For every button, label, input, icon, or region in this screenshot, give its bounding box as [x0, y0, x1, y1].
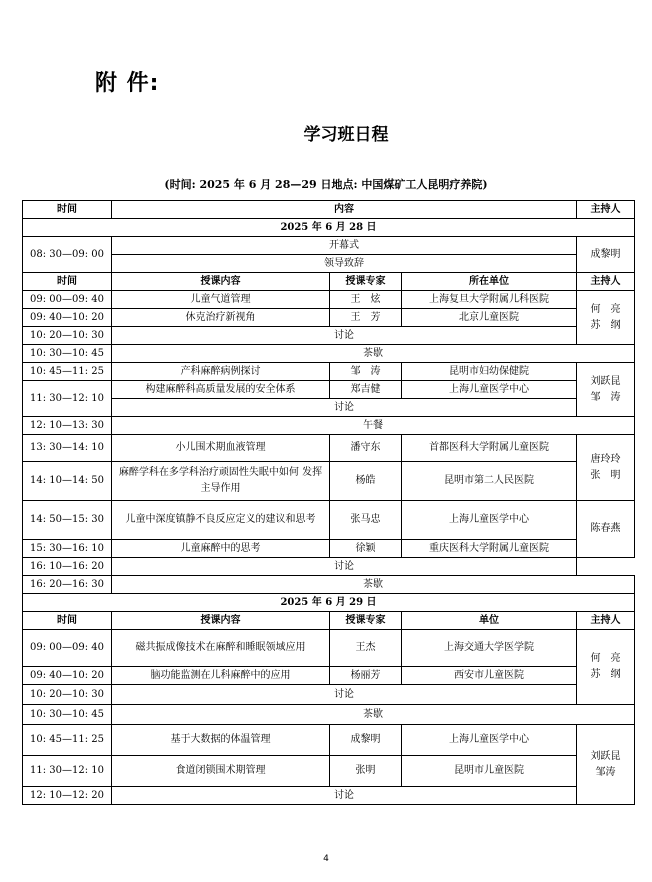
table-row	[23, 291, 635, 309]
subheader-expert: 授课专家	[330, 612, 402, 630]
date-row	[23, 594, 635, 612]
table-row	[23, 725, 635, 756]
session-expert: 王 芳	[330, 309, 402, 327]
subheader-expert: 授课专家	[330, 273, 402, 291]
session-note: 讨论	[112, 399, 577, 417]
table-row	[23, 327, 635, 345]
session-unit: 重庆医科大学附属儿童医院	[402, 540, 577, 558]
session-unit: 上海复旦大学附属儿科医院	[402, 291, 577, 309]
session-note: 午餐	[112, 417, 635, 435]
session-time: 09: 00—09: 40	[23, 291, 112, 309]
table-subheader-row	[23, 612, 635, 630]
session-time: 16: 10—16: 20	[23, 558, 112, 576]
session-expert: 徐颖	[330, 540, 402, 558]
table-row	[23, 417, 635, 435]
session-time: 11: 30—12: 10	[23, 756, 112, 787]
table-row	[23, 576, 635, 594]
table-row	[23, 399, 635, 417]
session-lecture: 产科麻醉病例探讨	[112, 363, 330, 381]
table-row	[23, 558, 635, 576]
session-note: 讨论	[112, 685, 577, 705]
session-note: 茶歇	[112, 576, 635, 594]
table-row	[23, 630, 635, 667]
attachment-label: 附 件:	[95, 71, 160, 96]
session-time: 13: 30—14: 10	[23, 435, 112, 462]
table-row	[23, 381, 635, 399]
day1-date: 2025 年 6 月 28 日	[23, 219, 635, 237]
session-lecture: 磁共振成像技术在麻醉和睡眠领域应用	[112, 630, 330, 667]
table-row	[23, 237, 635, 255]
session-unit: 昆明市第二人民医院	[402, 462, 577, 501]
table-subheader-row	[23, 273, 635, 291]
session-host: 唐玲玲 张 明	[577, 435, 635, 501]
session-note: 茶歇	[112, 345, 635, 363]
session-lecture: 食道闭锁围术期管理	[112, 756, 330, 787]
subheader-unit: 所在单位	[402, 273, 577, 291]
session-lecture: 麻醉学科在多学科治疗顽固性失眠中如何 发挥主导作用	[112, 462, 330, 501]
table-row	[23, 540, 635, 558]
session-lecture: 儿童麻醉中的思考	[112, 540, 330, 558]
table-row	[23, 685, 635, 705]
session-time: 10: 45—11: 25	[23, 363, 112, 381]
session-unit: 昆明市妇幼保健院	[402, 363, 577, 381]
session-host: 陈春燕	[577, 501, 635, 558]
subheader-time: 时间	[23, 612, 112, 630]
table-row	[23, 501, 635, 540]
table-row	[23, 435, 635, 462]
date-row	[23, 219, 635, 237]
table-row	[23, 363, 635, 381]
session-unit: 昆明市儿童医院	[402, 756, 577, 787]
session-time: 12: 10—13: 30	[23, 417, 112, 435]
session-unit: 上海儿童医学中心	[402, 725, 577, 756]
session-host: 刘跃昆 邹涛	[577, 725, 635, 805]
session-note: 讨论	[112, 558, 577, 576]
session-expert: 成黎明	[330, 725, 402, 756]
session-time: 09: 00—09: 40	[23, 630, 112, 667]
session-expert: 王杰	[330, 630, 402, 667]
session-lecture: 儿童气道管理	[112, 291, 330, 309]
session-host: 何 亮 苏 纲	[577, 291, 635, 345]
session-host: 何 亮 苏 纲	[577, 630, 635, 705]
session-time: 10: 30—10: 45	[23, 705, 112, 725]
session-time: 10: 20—10: 30	[23, 327, 112, 345]
session-unit: 上海交通大学医学院	[402, 630, 577, 667]
header-content: 内容	[112, 201, 577, 219]
session-time: 10: 30—10: 45	[23, 345, 112, 363]
table-row	[23, 756, 635, 787]
session-unit: 上海儿童医学中心	[402, 501, 577, 540]
table-row	[23, 667, 635, 685]
session-expert: 张马忠	[330, 501, 402, 540]
table-row	[23, 255, 635, 273]
session-time: 09: 40—10: 20	[23, 667, 112, 685]
session-expert: 杨皓	[330, 462, 402, 501]
empty-cell	[577, 558, 635, 576]
session-unit: 西安市儿童医院	[402, 667, 577, 685]
session-lecture: 脑功能监测在儿科麻醉中的应用	[112, 667, 330, 685]
session-expert: 杨丽芳	[330, 667, 402, 685]
session-time: 16: 20—16: 30	[23, 576, 112, 594]
header-host: 主持人	[577, 201, 635, 219]
schedule-table	[22, 200, 635, 805]
page-title: 学习班日程	[303, 125, 389, 145]
subheader-host: 主持人	[577, 612, 635, 630]
session-note: 茶歇	[112, 705, 635, 725]
session-expert: 郑吉健	[330, 381, 402, 399]
session-time: 11: 30—12: 10	[23, 381, 112, 417]
opening-host: 成黎明	[577, 237, 635, 273]
opening-time: 08: 30—09: 00	[23, 237, 112, 273]
opening-item: 开幕式	[112, 237, 577, 255]
session-lecture: 构建麻醉科高质量发展的安全体系	[112, 381, 330, 399]
session-time: 12: 10—12: 20	[23, 787, 112, 805]
session-unit: 首都医科大学附属儿童医院	[402, 435, 577, 462]
subheader-lecture: 授课内容	[112, 612, 330, 630]
table-row	[23, 787, 635, 805]
session-expert: 张明	[330, 756, 402, 787]
subheader-unit: 单位	[402, 612, 577, 630]
day2-date: 2025 年 6 月 29 日	[23, 594, 635, 612]
session-time: 09: 40—10: 20	[23, 309, 112, 327]
schedule-subtitle: (时间: 2025 年 6 月 28—29 日地点: 中国煤矿工人昆明疗养院)	[164, 178, 488, 191]
table-row	[23, 462, 635, 501]
table-row	[23, 705, 635, 725]
session-note: 讨论	[112, 787, 577, 805]
subheader-host: 主持人	[577, 273, 635, 291]
table-row	[23, 345, 635, 363]
session-time: 14: 50—15: 30	[23, 501, 112, 540]
session-time: 10: 20—10: 30	[23, 685, 112, 705]
session-host: 刘跃昆 邹 涛	[577, 363, 635, 417]
page-number: 4	[323, 854, 329, 864]
session-unit: 上海儿童医学中心	[402, 381, 577, 399]
session-lecture: 休克治疗新视角	[112, 309, 330, 327]
session-time: 15: 30—16: 10	[23, 540, 112, 558]
header-time: 时间	[23, 201, 112, 219]
session-expert: 潘守东	[330, 435, 402, 462]
subheader-lecture: 授课内容	[112, 273, 330, 291]
session-lecture: 儿童中深度镇静不良反应定义的建议和思考	[112, 501, 330, 540]
table-header-row	[23, 201, 635, 219]
table-row	[23, 309, 635, 327]
session-time: 10: 45—11: 25	[23, 725, 112, 756]
subheader-time: 时间	[23, 273, 112, 291]
session-note: 讨论	[112, 327, 577, 345]
session-lecture: 基于大数据的体温管理	[112, 725, 330, 756]
session-lecture: 小儿围术期血液管理	[112, 435, 330, 462]
session-expert: 王 炫	[330, 291, 402, 309]
session-expert: 邹 涛	[330, 363, 402, 381]
opening-item: 领导致辞	[112, 255, 577, 273]
session-time: 14: 10—14: 50	[23, 462, 112, 501]
session-unit: 北京儿童医院	[402, 309, 577, 327]
